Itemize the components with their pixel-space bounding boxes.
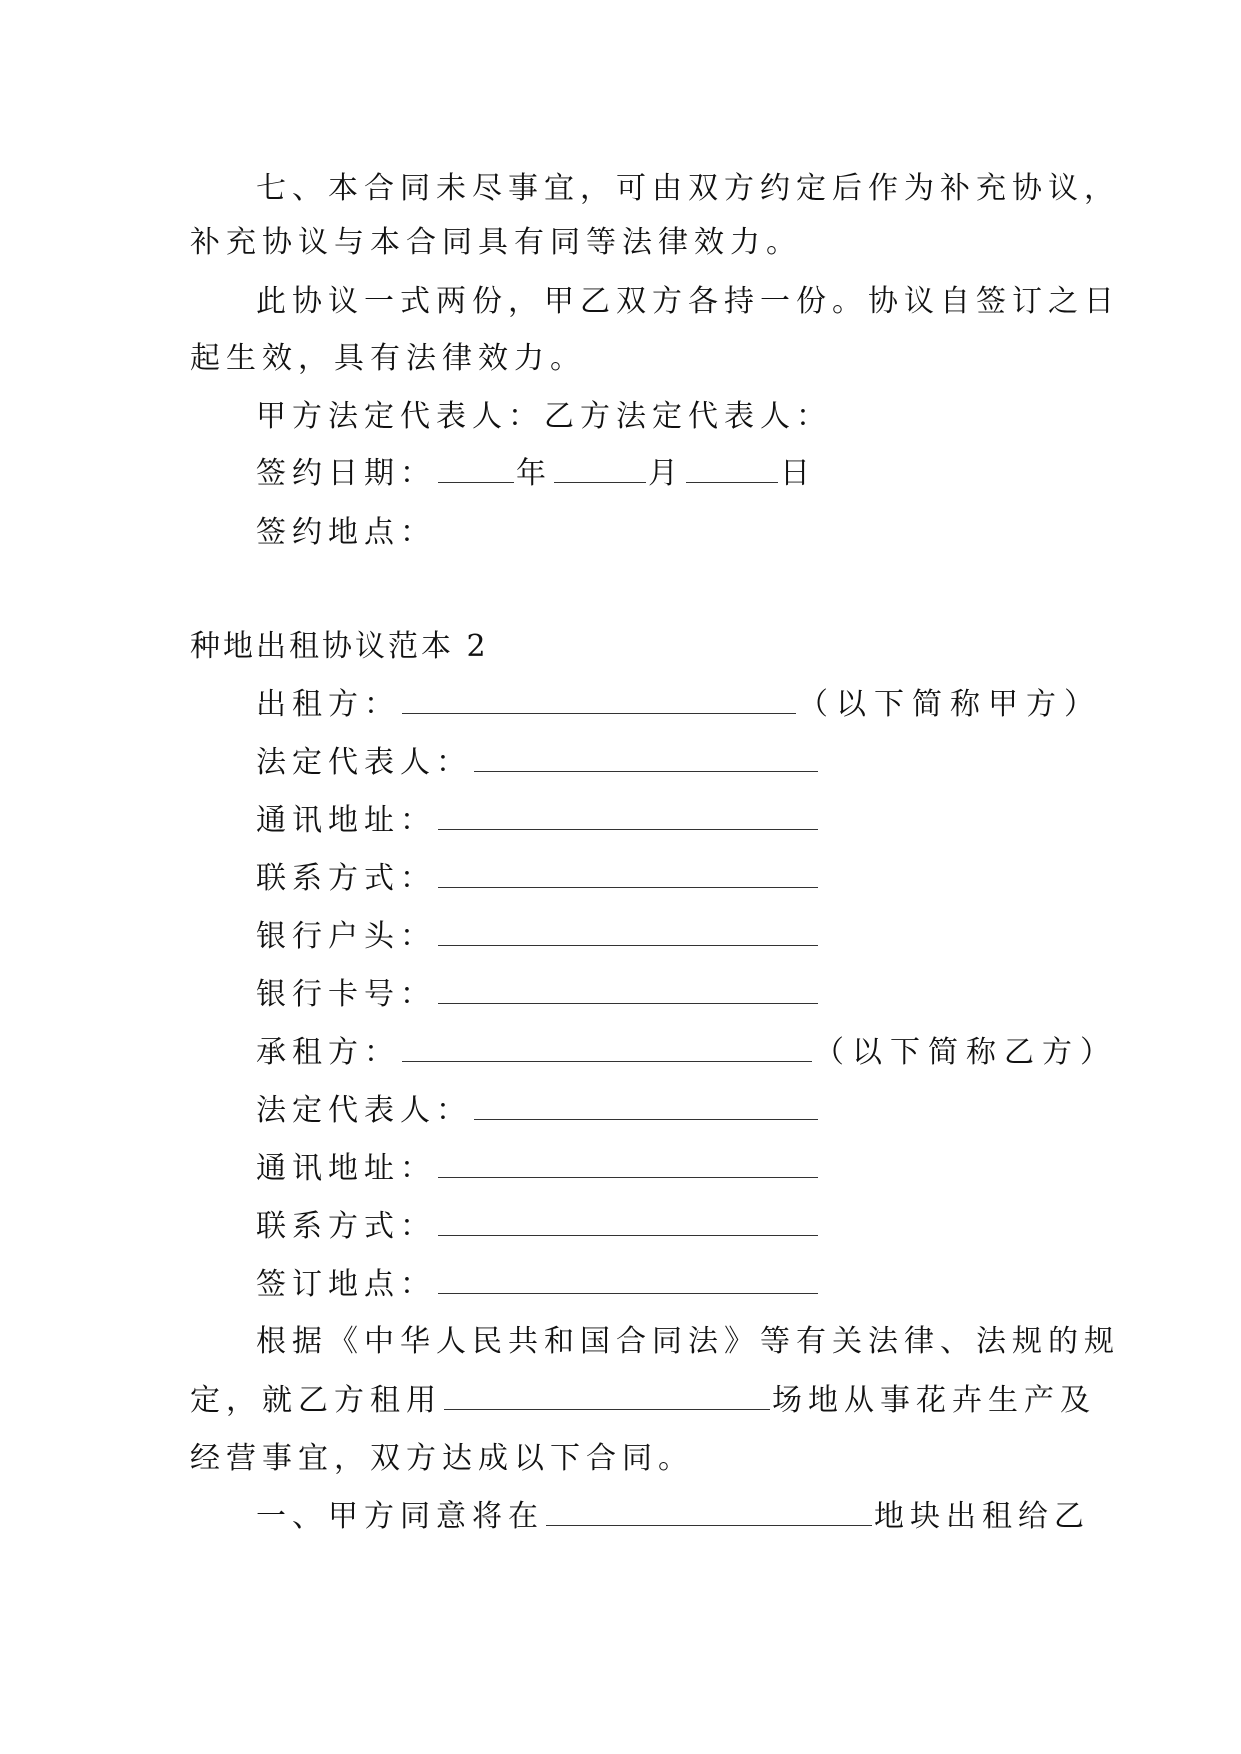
month-label: 月 [648, 456, 684, 491]
lessee-sign-place-blank [438, 1271, 818, 1294]
basis-line-1: 根据《中华人民共和国合同法》等有关法律、法规的规 [256, 1324, 1120, 1359]
year-label: 年 [516, 456, 552, 491]
lessor-line [256, 686, 1102, 724]
field-location-blank [444, 1387, 770, 1410]
clause-1-pre: 一、甲方同意将在 [256, 1499, 544, 1534]
lessee-sign-place-line [256, 1266, 820, 1304]
lessor-bank-name-blank [438, 923, 818, 946]
lessee-contact-label: 联系方式： [256, 1209, 436, 1244]
lessee-line [256, 1034, 1118, 1072]
lessor-bank-name-line [256, 918, 820, 956]
lessee-address-blank [438, 1155, 818, 1178]
lessee-suffix: （以下简称乙方） [814, 1035, 1118, 1070]
section-heading: 种地出租协议范本 2 [190, 629, 489, 664]
lessor-legal-rep-label: 法定代表人： [256, 745, 472, 780]
paragraph-7-line-2: 补充协议与本合同具有同等法律效力。 [190, 225, 802, 260]
paragraph-7-line-1: 七、本合同未尽事宜，可由双方约定后作为补充协议， [256, 171, 1120, 206]
lessee-contact-line [256, 1208, 820, 1246]
lessor-bank-name-label: 银行户头： [256, 919, 436, 954]
year-blank [438, 460, 514, 483]
plot-location-blank [546, 1503, 872, 1526]
lessor-contact-line [256, 860, 820, 898]
clause-1-line [256, 1498, 1090, 1536]
lessee-contact-blank [438, 1213, 818, 1236]
lessee-legal-rep-blank [474, 1097, 818, 1120]
month-blank [554, 460, 646, 483]
sign-date-line [256, 455, 816, 493]
day-label: 日 [780, 456, 816, 491]
lessor-legal-rep-line [256, 744, 820, 782]
lessee-address-label: 通讯地址： [256, 1151, 436, 1186]
copies-line-1: 此协议一式两份，甲乙双方各持一份。协议自签订之日 [256, 284, 1120, 319]
lessor-bank-card-line [256, 976, 820, 1014]
lessee-legal-rep-label: 法定代表人： [256, 1093, 472, 1128]
lessee-label: 承租方： [256, 1035, 400, 1070]
lessor-blank [402, 691, 796, 714]
lessor-contact-label: 联系方式： [256, 861, 436, 896]
copies-line-2: 起生效，具有法律效力。 [190, 341, 586, 376]
signers-line: 甲方法定代表人：乙方法定代表人： [256, 399, 832, 434]
lessor-suffix: （以下简称甲方） [798, 687, 1102, 722]
basis-line-3: 经营事宜，双方达成以下合同。 [190, 1441, 694, 1476]
sign-place-line: 签约地点： [256, 515, 436, 550]
lessor-address-blank [438, 807, 818, 830]
basis-line-2 [190, 1382, 1096, 1420]
basis-line-2-post: 场地从事花卉生产及 [772, 1383, 1096, 1418]
lessee-address-line [256, 1150, 820, 1188]
lessor-address-line [256, 802, 820, 840]
sign-date-label: 签约日期： [256, 456, 436, 491]
lessee-sign-place-label: 签订地点： [256, 1267, 436, 1302]
lessee-legal-rep-line [256, 1092, 820, 1130]
lessor-contact-blank [438, 865, 818, 888]
lessor-address-label: 通讯地址： [256, 803, 436, 838]
lessor-bank-card-label: 银行卡号： [256, 977, 436, 1012]
basis-line-2-pre: 定，就乙方租用 [190, 1383, 442, 1418]
lessor-label: 出租方： [256, 687, 400, 722]
lessor-legal-rep-blank [474, 749, 818, 772]
clause-1-post: 地块出租给乙 [874, 1499, 1090, 1534]
lessor-bank-card-blank [438, 981, 818, 1004]
lessee-blank [402, 1039, 812, 1062]
day-blank [686, 460, 778, 483]
